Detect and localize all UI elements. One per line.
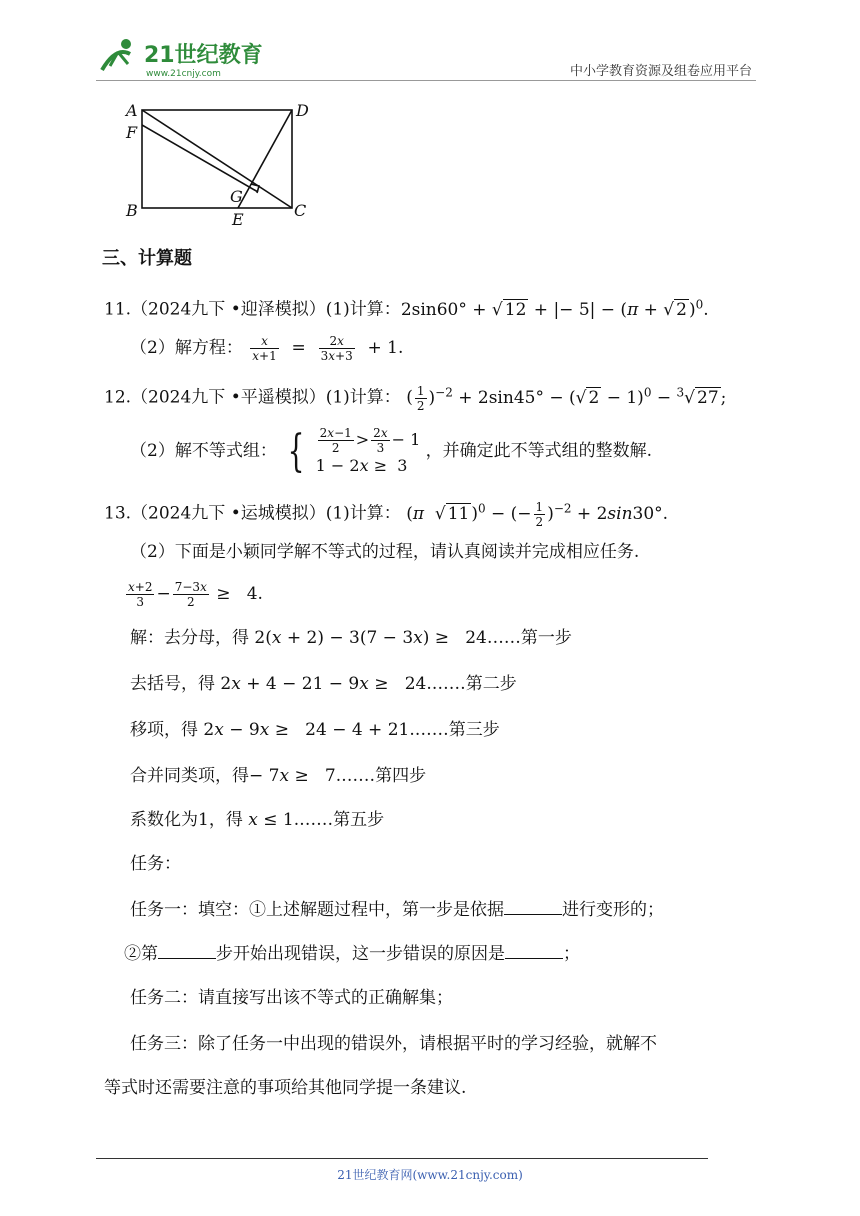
header-divider bbox=[96, 80, 756, 81]
footer-divider bbox=[96, 1158, 708, 1159]
blank-1[interactable] bbox=[504, 898, 562, 915]
q13-task1-line1: 任务一：填空：①上述解题过程中，第一步是依据 进行变形的； bbox=[130, 900, 664, 920]
q13-step1: 解：去分母，得 2(x + 2) − 3(7 − 3x) ≥ 24……第一步 bbox=[130, 628, 572, 648]
q13-task3-line1: 任务三：除了任务一中出现的错误外，请根据平时的学习经验，就解不 bbox=[130, 1034, 657, 1054]
q12-line2: （2）解不等式组： { $\frac{2x-1}{2}$ > $\frac{2x}{3}$ − 1 1 − 2x ≥ 3 ，并确定此不等式组的整数解. bbox=[130, 425, 653, 477]
q13-line1: 13.（2024九下 •运城模拟）(1)计算： (π √ 11 )$^0$ − (− $\frac{1}{2}$ )$^{-2}$ + 2sin30°. bbox=[104, 499, 669, 529]
geometry-figure bbox=[118, 98, 318, 232]
label-e: E bbox=[232, 210, 244, 228]
q11-line1: 11.（2024九下 •迎泽模拟）(1)计算：2sin60° + √ 12 + |− 5| − (π + √ 2 )$^0$. bbox=[104, 297, 709, 320]
blank-2[interactable] bbox=[158, 942, 216, 959]
logo-text: 21世纪教育 bbox=[144, 43, 263, 68]
q11-line2: （2）解方程： $\frac{x}{x+1}$ = $\frac{2x}{3x+3}$ + 1. bbox=[130, 334, 404, 363]
q13-task1-line2: ②第 步开始出现错误，这一步错误的原因是 ； bbox=[124, 944, 580, 964]
q12-line1: 12.（2024九下 •平遥模拟）(1)计算： ( $\frac{1}{2}$ )$^{-2}$ + 2sin45° − (√ 2 − 1)$^0$ − $^3$√ 27 ; bbox=[104, 383, 727, 413]
label-a: A bbox=[126, 101, 138, 120]
label-d: D bbox=[296, 101, 309, 120]
footer-text[interactable]: 21世纪教育网(www.21cnjy.com) bbox=[337, 1168, 523, 1182]
section-title: 三、计算题 bbox=[102, 248, 192, 269]
q13-step5: 系数化为1，得 x ≤ 1.……第五步 bbox=[130, 810, 385, 830]
q13-step4: 合并同类项，得− 7x ≥ 7.……第四步 bbox=[130, 766, 427, 786]
q13-step3: 移项，得 2x − 9x ≥ 24 − 4 + 21.……第三步 bbox=[130, 720, 500, 740]
label-f: F bbox=[126, 123, 138, 142]
label-g: G bbox=[230, 187, 243, 206]
q13-task2: 任务二：请直接写出该不等式的正确解集； bbox=[130, 988, 453, 1008]
blank-3[interactable] bbox=[505, 942, 563, 959]
label-c: C bbox=[294, 201, 307, 220]
q13-inequality: $\frac{x+2}{3}$ − $\frac{7-3x}{2}$ ≥ 4. bbox=[128, 580, 263, 609]
label-b: B bbox=[126, 201, 138, 220]
q13-step2: 去括号，得 2x + 4 − 21 − 9x ≥ 24.……第二步 bbox=[130, 674, 517, 694]
q13-line2: （2）下面是小颖同学解不等式的过程，请认真阅读并完成相应任务. bbox=[130, 542, 640, 562]
q13-task-label: 任务： bbox=[130, 854, 181, 874]
q13-task3-line2: 等式时还需要注意的事项给其他同学提一条建议. bbox=[104, 1078, 467, 1098]
site-logo bbox=[96, 36, 266, 80]
logo-url: www.21cnjy.com bbox=[146, 69, 221, 79]
platform-label: 中小学教育资源及组卷应用平台 bbox=[569, 64, 752, 79]
